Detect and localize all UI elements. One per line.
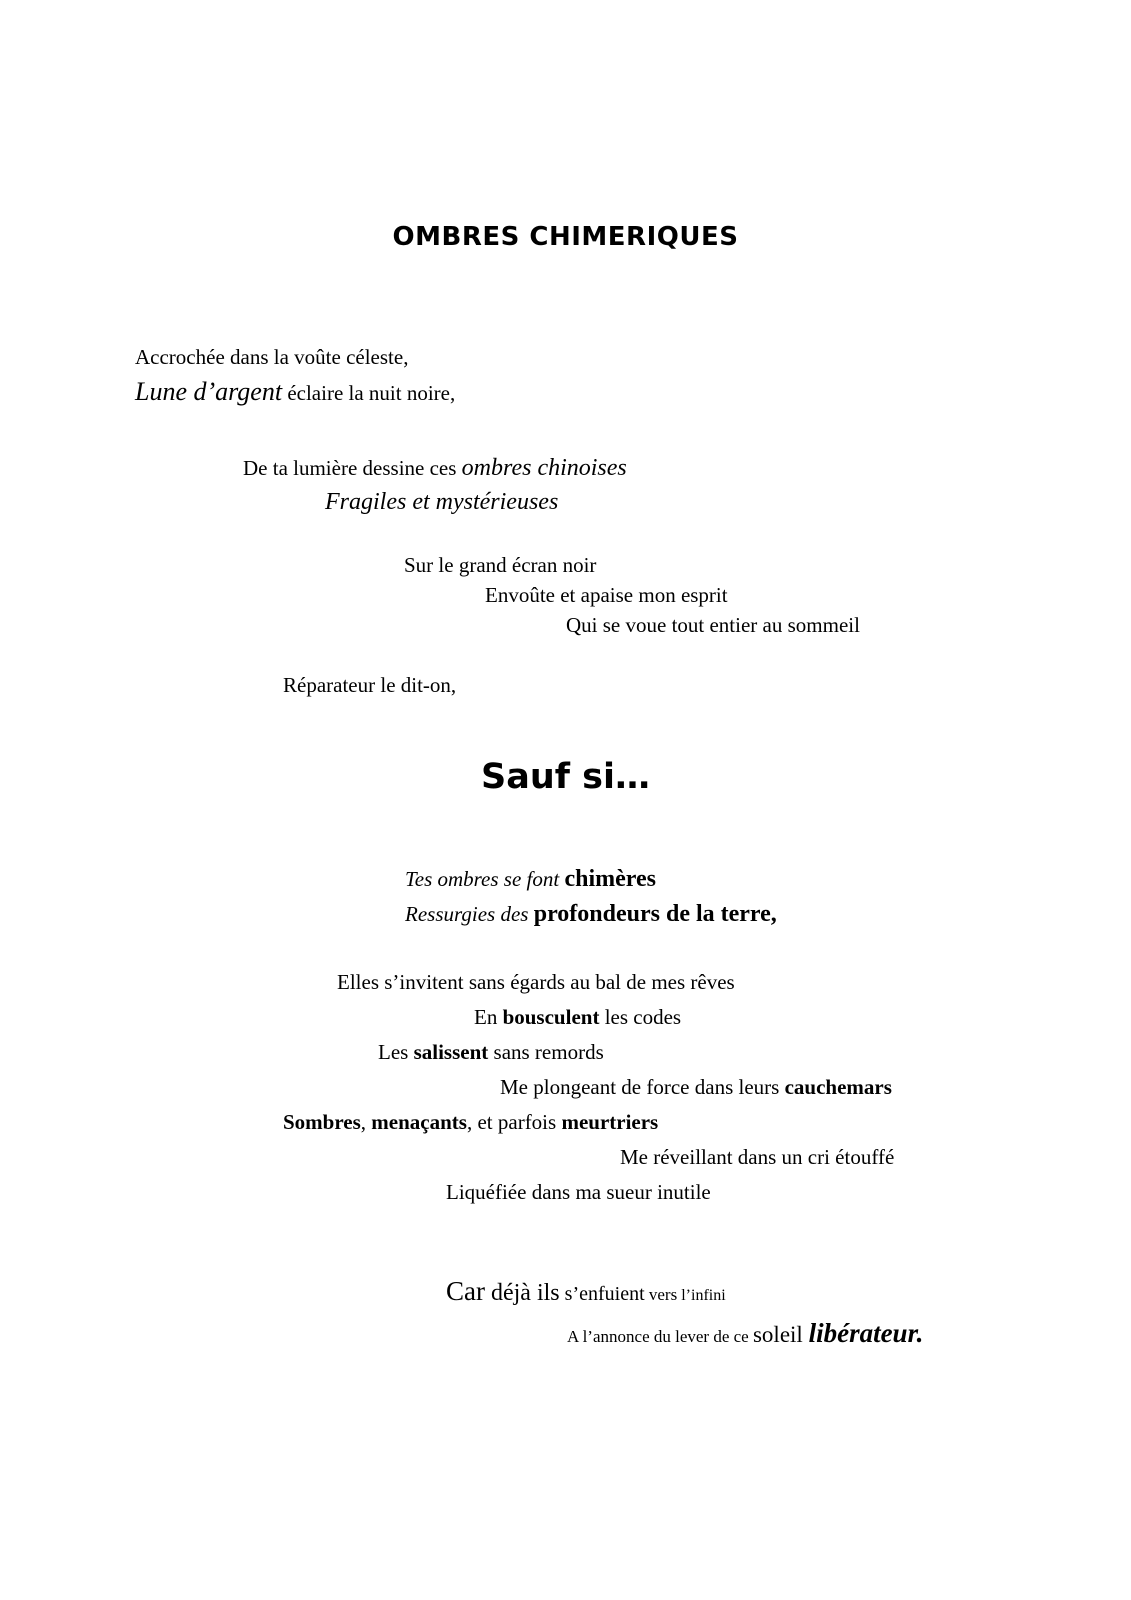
line-text: déjà [484, 1280, 531, 1306]
line-text: , et parfois [466, 1110, 562, 1134]
line-text-bold: meurtriers [561, 1110, 659, 1134]
line-text-bold: profondeurs de la terre, [533, 901, 777, 927]
poem-line [500, 1075, 892, 1099]
line-text: Me plongeant de force dans leurs [500, 1075, 785, 1099]
poem-title: OMBRES CHIMERIQUES [392, 222, 739, 252]
poem-line [404, 553, 596, 577]
line-text: ils [530, 1280, 560, 1306]
poem-line [378, 1040, 604, 1064]
line-text-bold: Sombres [283, 1110, 361, 1134]
poem-line [567, 1318, 923, 1349]
line-text: Qui se voue tout entier au sommeil [566, 613, 860, 637]
line-text: soleil [752, 1322, 809, 1347]
poem-line [135, 345, 408, 369]
line-text: Sur le grand écran noir [404, 553, 597, 577]
poem-line [405, 866, 656, 894]
poem-line [325, 489, 558, 517]
line-text-bold: salissent [413, 1040, 489, 1064]
line-text: A l’annonce du lever de ce [567, 1327, 753, 1346]
poem-line [405, 901, 777, 929]
line-text-bold-italic: libérateur. [808, 1318, 924, 1348]
poem-line [283, 1110, 658, 1134]
line-text: Elles s’invitent sans égards au bal de mes rêves [337, 970, 735, 994]
line-text-bold: bousculent [502, 1005, 600, 1029]
poem-line [485, 583, 728, 607]
line-text: Car [446, 1276, 485, 1306]
line-text: Les [378, 1040, 414, 1064]
poem-line [446, 1180, 711, 1204]
line-text: sans remords [488, 1040, 604, 1064]
line-text-italic: Ressurgies des [405, 902, 534, 926]
line-text: Liquéfiée dans ma sueur inutile [446, 1180, 711, 1204]
poem-subtitle: Sauf si… [481, 757, 650, 797]
line-text: éclaire la nuit noire, [282, 381, 456, 405]
line-text: En [474, 1005, 503, 1029]
line-text: Envoûte et apaise mon esprit [485, 583, 728, 607]
line-text-bold: menaçants [371, 1110, 467, 1134]
line-text: l’infini [677, 1287, 726, 1304]
line-text-bold: chimères [564, 866, 656, 892]
line-text-italic: Lune d’argent [135, 377, 283, 406]
line-text: Me réveillant dans un cri étouffé [620, 1145, 895, 1169]
poem-line [474, 1005, 681, 1029]
line-text: Accrochée dans la voûte céleste, [135, 345, 409, 369]
poem-line [620, 1145, 894, 1169]
line-text: s’enfuient [559, 1283, 645, 1305]
line-text-bold: cauchemars [784, 1075, 892, 1099]
poem-line [243, 455, 627, 483]
poem-line [135, 377, 455, 407]
line-text-italic: Fragiles et mystérieuses [325, 489, 559, 515]
line-text: Réparateur le dit-on, [283, 673, 457, 697]
line-text-italic: Tes ombres se font [405, 867, 565, 891]
line-text: les codes [599, 1005, 682, 1029]
poem-line [337, 970, 735, 994]
poem-line [446, 1276, 726, 1308]
line-text: De ta lumière dessine ces [243, 456, 462, 480]
line-text: vers [644, 1285, 678, 1304]
poem-line [566, 613, 860, 637]
poem-line [283, 673, 456, 697]
line-text: , [360, 1110, 372, 1134]
line-text-italic: ombres chinoises [461, 455, 627, 481]
